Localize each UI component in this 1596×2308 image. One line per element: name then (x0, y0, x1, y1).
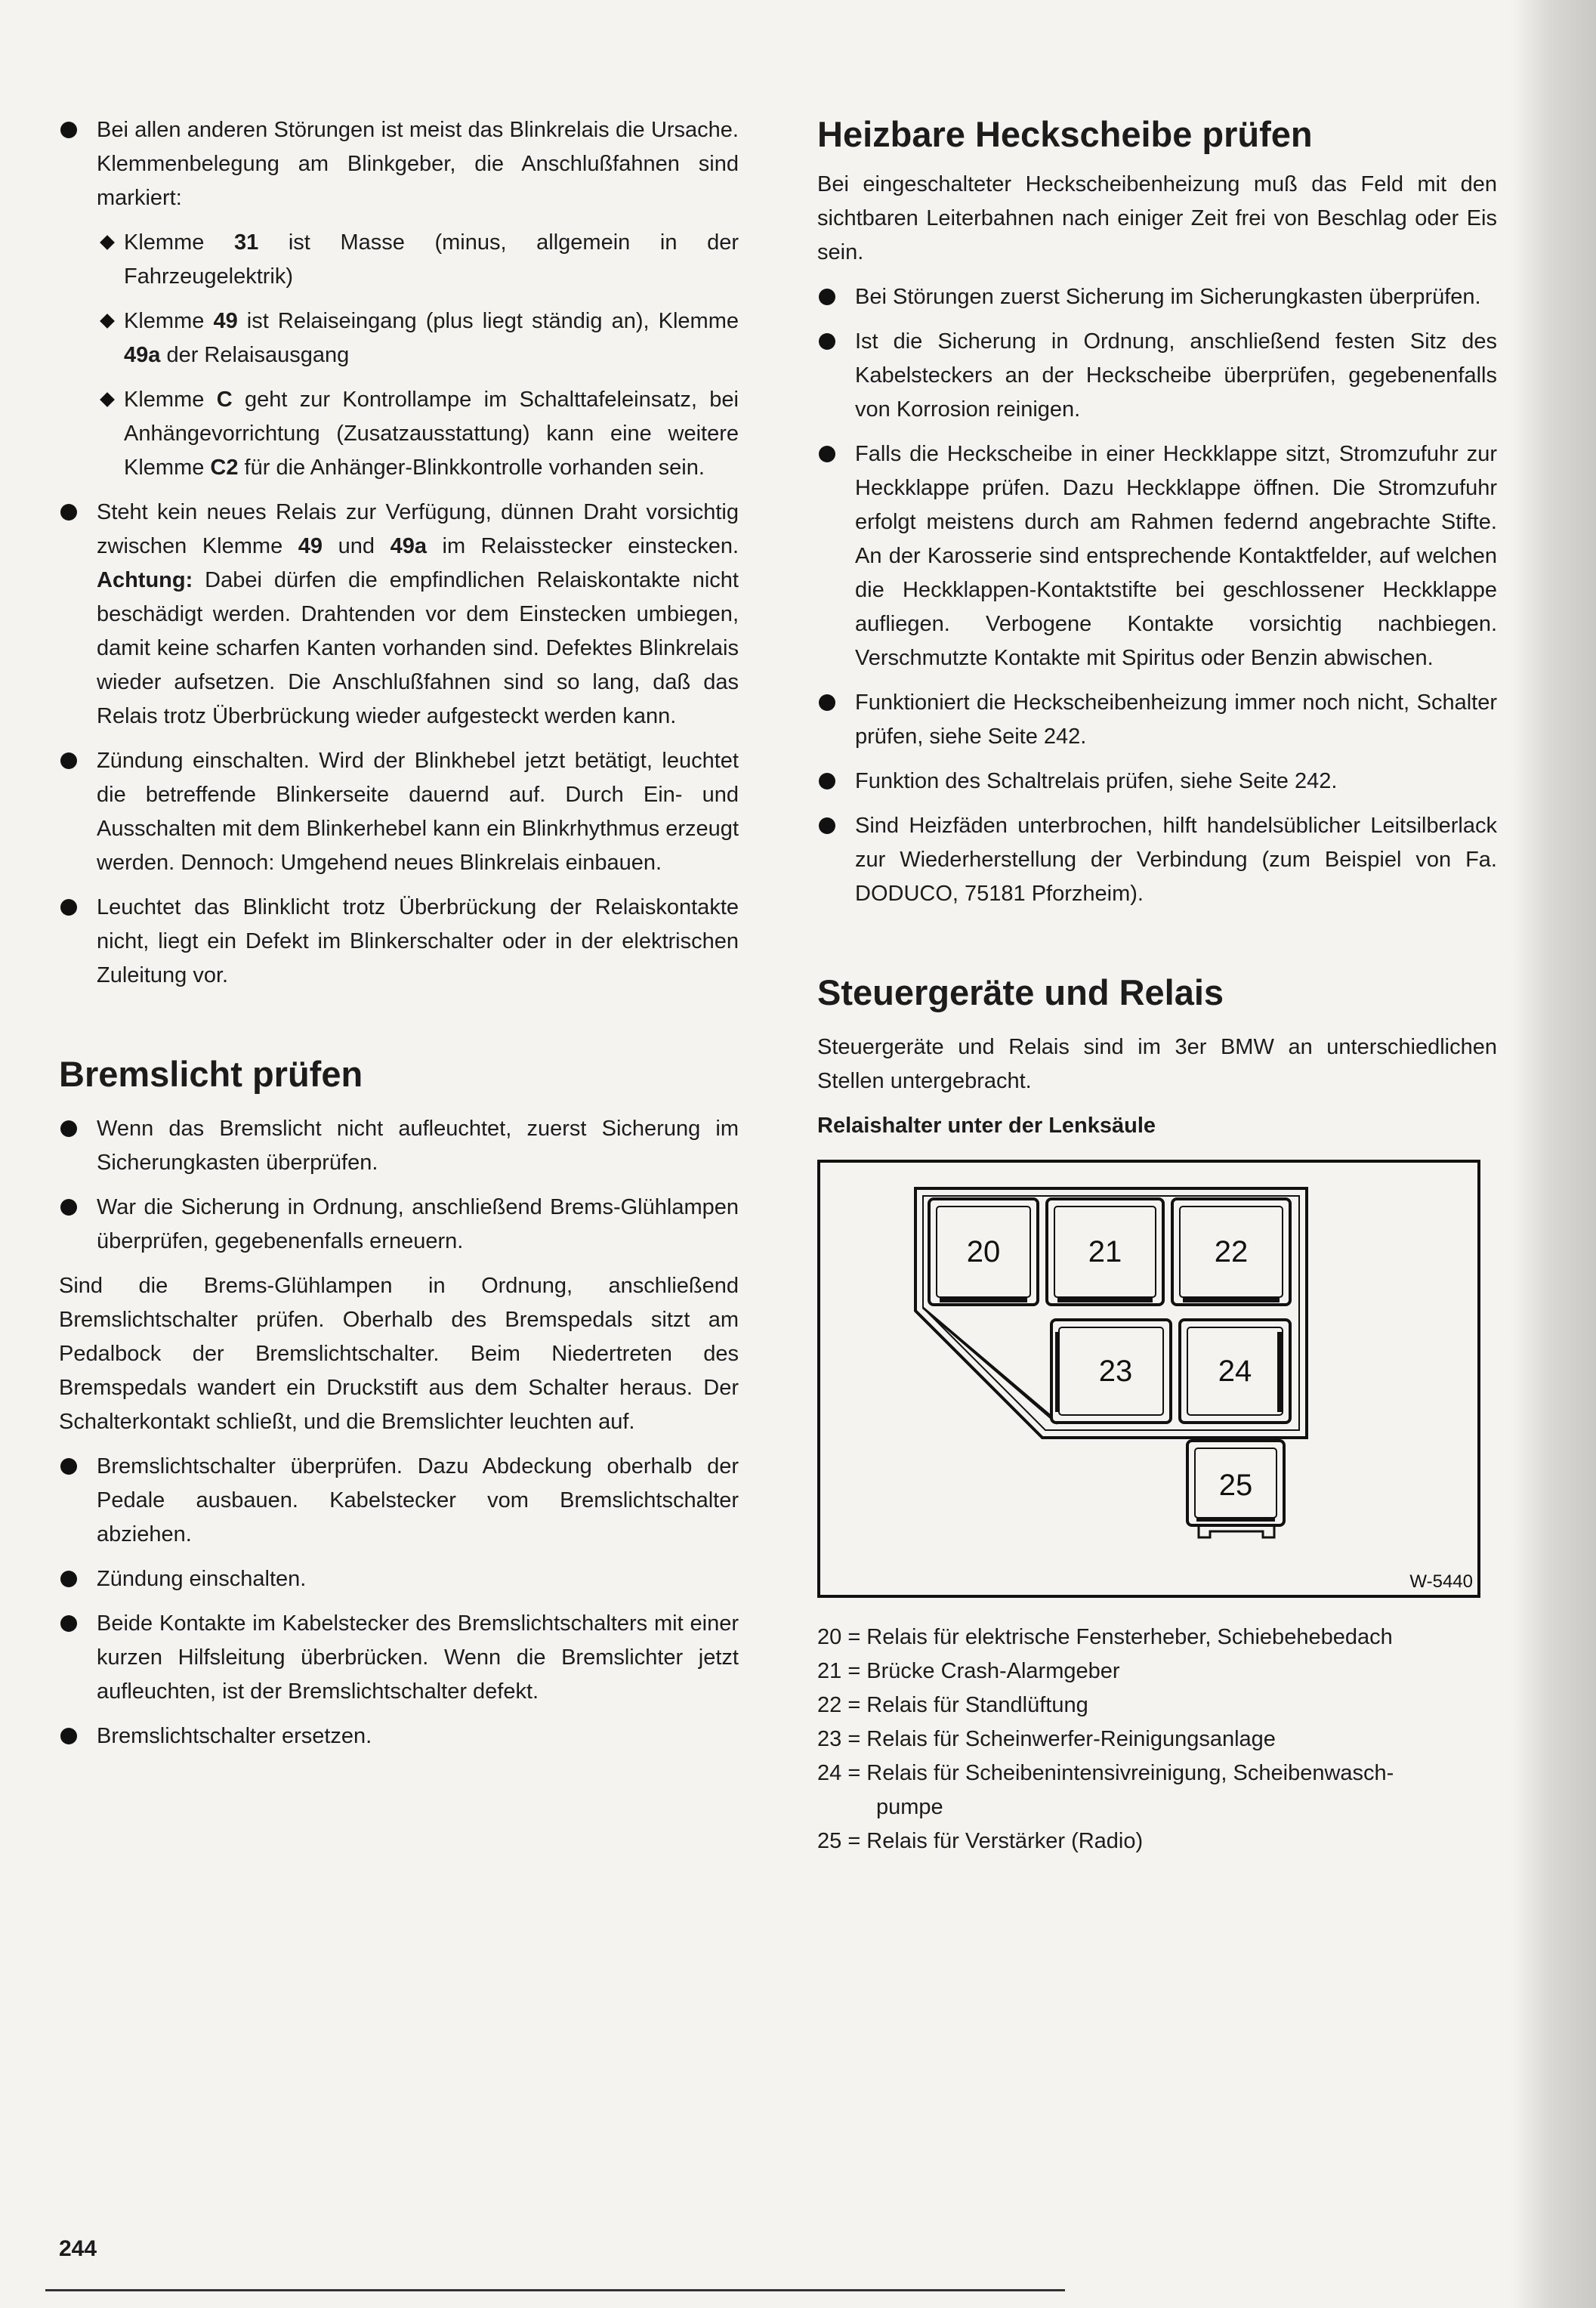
bullet-draht-einstecken: Steht kein neues Relais zur Verfügung, dünnen Draht vorsichtig zwischen Klemme 49 und 49a im Relaisstecker einstecken. Achtung: Dabei dürfen die empfindlichen Relaiskontakte nicht beschädigt werden. Drahtenden vor dem Einstecken umbiegen, damit keine scharfen Kanten vorhanden sind. Defektes Blinkrelais wieder aufsetzen. Die Anschlußfahnen sind so lang, daß das Relais trotz Überbrückung wieder aufgesteckt werden kann. (59, 496, 739, 734)
heading-heckscheibe: Heizbare Heckscheibe prüfen (817, 114, 1313, 154)
bullet-zuendung-einschalten: Zündung einschalten. Wird der Blinkhebel jetzt betätigt, leuchtet die betreffende Blinkerseite dauernd auf. Durch Ein- und Ausschalten mit dem Blinkerhebel kann ein Blinkrhythmus erzeugt werden. Dennoch: Umgehend neues Blinkrelais einbauen. (59, 744, 739, 880)
legend-item: 23 = Relais für Scheinwerfer-Reinigungsanlage (817, 1727, 1276, 1751)
relay-23 (1051, 1320, 1171, 1423)
bullet-schalter-ersetzen: Bremslichtschalter ersetzen. (59, 1719, 739, 1753)
bullet-sicherung-pruefen: Wenn das Bremslicht nicht aufleuchtet, zuerst Sicherung im Sicherungkasten überprüfen. (59, 1112, 739, 1180)
page-edge-shadow (1513, 0, 1596, 2308)
legend-item: 21 = Brücke Crash-Alarmgeber (817, 1659, 1120, 1683)
bullet-schalter-ueberpruefen: Bremslichtschalter überprüfen. Dazu Abdeckung oberhalb der Pedale ausbauen. Kabelstecker vom Bremslichtschalter abziehen. (59, 1450, 739, 1552)
bullet-blinkerschalter-defekt: Leuchtet das Blinklicht trotz Überbrückung der Relaiskontakte nicht, liegt ein Defekt im Blinkerschalter oder in der elektrischen Zuleitung vor. (59, 891, 739, 993)
relay-20 (929, 1199, 1038, 1305)
bullet-intro: Bei allen anderen Störungen ist meist das Blinkrelais die Ursache. Klemmenbelegung am Blinkgeber, die Anschlußfahnen sind markiert: (59, 113, 739, 215)
heading-steuergeraete: Steuergeräte und Relais (817, 972, 1224, 1012)
sub-item-klemme-49: Klemme 49 ist Relaiseingang (plus liegt ständig an), Klemme 49a der Relaisausgang (59, 304, 739, 372)
paragraph-heckscheibe: Bei eingeschalteter Heckscheibenheizung muß das Feld mit den sichtbaren Leiterbahnen nach einiger Zeit frei von Beschlag oder Eis sein. (817, 172, 1497, 264)
left-column (59, 113, 739, 1764)
relay-label-20: 20 (966, 1235, 1001, 1268)
bullet-kontakte-ueberbruecken: Beide Kontakte im Kabelstecker des Bremslichtschalters mit einer kurzen Hilfsleitung überbrücken. Wenn die Bremslichter jetzt aufleuchten, ist der Bremslichtschalter defekt. (59, 1607, 739, 1709)
legend-item: 25 = Relais für Verstärker (Radio) (817, 1829, 1144, 1853)
sub-item-klemme-c: Klemme C geht zur Kontrollampe im Schalttafeleinsatz, bei Anhängevorrichtung (Zusatzausstattung) kann eine weitere Klemme C2 für die Anhänger-Blinkkontrolle vorhanden sein. (59, 383, 739, 485)
relay-label-23: 23 (1098, 1355, 1133, 1388)
bullet-heck-kabelstecker: Ist die Sicherung in Ordnung, anschließend festen Sitz des Kabelsteckers an der Heckscheibe überprüfen, gegebenenfalls von Korrosion reinigen. (817, 325, 1497, 427)
relay-label-22: 22 (1214, 1235, 1249, 1268)
relay-legend (817, 1621, 1497, 1858)
relay-holder-svg (817, 1160, 1480, 1598)
relay-22 (1172, 1199, 1290, 1305)
paragraph-bremslichtschalter: Sind die Brems-Glühlampen in Ordnung, anschließend Bremslichtschalter prüfen. Oberhalb des Bremspedals sitzt am Pedalbock der Bremslichtschalter. Beim Niedertreten des Bremspedals wandert ein Druckstift aus dem Schalter heraus. Der Schalterkontakt schließt, und die Bremslichter leuchten auf. (59, 1274, 739, 1434)
relay-holder-diagram (817, 1160, 1480, 1598)
legend-item: 20 = Relais für elektrische Fensterheber, Schiebehebedach (817, 1625, 1393, 1649)
bullet-heck-heizfaeden: Sind Heizfäden unterbrochen, hilft handelsüblicher Leitsilberlack zur Wiederherstellung der Verbindung (zum Beispiel von Fa. DODUCO, 75181 Pforzheim). (817, 809, 1497, 911)
subheading-relaishalter: Relaishalter unter der Lenksäule (817, 1114, 1156, 1138)
bullet-heck-schalter: Funktioniert die Heckscheibenheizung immer noch nicht, Schalter prüfen, siehe Seite 242. (817, 686, 1497, 754)
bullet-heck-schaltrelais: Funktion des Schaltrelais prüfen, siehe Seite 242. (817, 765, 1497, 799)
figure-code: W-5440 (1409, 1571, 1473, 1592)
relay-24 (1180, 1320, 1290, 1423)
relay-21 (1047, 1199, 1163, 1305)
footer-rule (45, 2289, 1065, 2291)
relay-label-25: 25 (1218, 1469, 1253, 1502)
bullet-gluehlampen-pruefen: War die Sicherung in Ordnung, anschließend Brems-Glühlampen überprüfen, gegebenenfalls erneuern. (59, 1191, 739, 1259)
legend-item-continuation: pumpe (876, 1795, 943, 1819)
bullet-heck-sicherung: Bei Störungen zuerst Sicherung im Sicherungkasten überprüfen. (817, 280, 1497, 314)
bullet-zuendung: Zündung einschalten. (59, 1562, 739, 1596)
page-number: 244 (59, 2236, 97, 2261)
bullet-heck-stromzufuhr: Falls die Heckscheibe in einer Heckklappe sitzt, Stromzufuhr zur Heckklappe prüfen. Dazu Heckklappe öffnen. Die Stromzufuhr erfolgt meistens durch am Rahmen federnd angebrachte Stifte. An der Karosserie sind entsprechende Kontaktfelder, auf welchen die Heckklappen-Kontaktstifte bei geschlossener Heckklappe aufliegen. Verbogene Kontakte vorsichtig nachbiegen. Verschmutzte Kontakte mit Spiritus oder Benzin abwischen. (817, 437, 1497, 675)
relay-label-24: 24 (1218, 1355, 1252, 1388)
heading-bremslicht: Bremslicht prüfen (59, 1054, 363, 1094)
legend-item: 22 = Relais für Standlüftung (817, 1693, 1088, 1717)
relay-label-21: 21 (1088, 1235, 1122, 1268)
right-column (817, 113, 1497, 1858)
relay-25 (1187, 1441, 1284, 1537)
paragraph-steuergeraete: Steuergeräte und Relais sind im 3er BMW an unterschiedlichen Stellen untergebracht. (817, 1035, 1497, 1093)
sub-item-klemme-31: Klemme 31 ist Masse (minus, allgemein in der Fahrzeugelektrik) (59, 226, 739, 294)
legend-item: 24 = Relais für Scheibenintensivreinigung, Scheibenwasch- (817, 1761, 1394, 1785)
